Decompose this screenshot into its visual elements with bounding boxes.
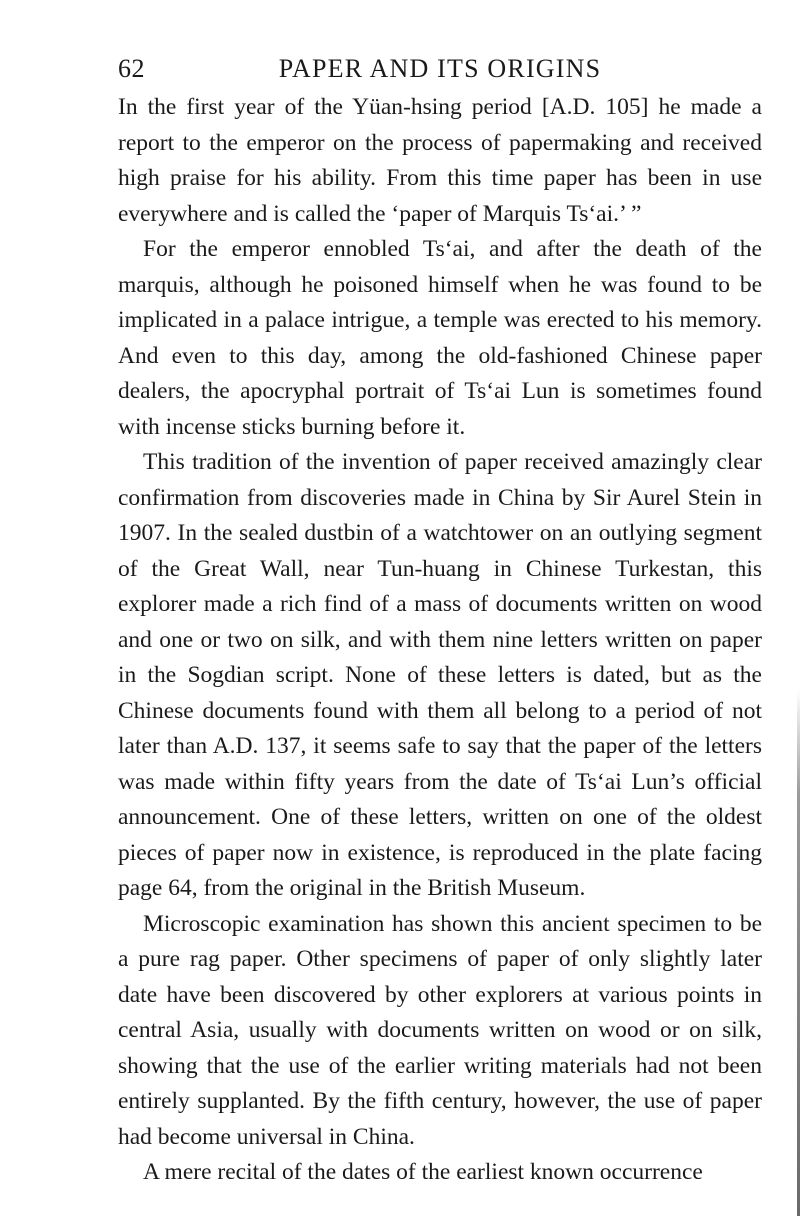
paragraph-1: In the first year of the Yüan-hsing period [A.D. 105] he made a report to the emperor on the process of papermaking and received high praise for his ability. From this time paper has been in use everywhere and is called the ‘paper of Marquis Tsʻai.’ ” bbox=[118, 94, 762, 227]
running-title: PAPER AND ITS ORIGINS bbox=[278, 54, 602, 83]
paragraph-2: For the emperor ennobled Tsʻai, and after the death of the marquis, although he poisoned himself when he was found to be implicated in a palace intrigue, a temple was erected to his memory. And even to this day, among the old-fashioned Chinese paper dealers, the apocryphal portrait of Tsʻai Lun is sometimes found with incense sticks burning before it. bbox=[118, 236, 762, 440]
page-header bbox=[118, 49, 762, 89]
paragraph-5: A mere recital of the dates of the earliest known occurrence bbox=[143, 1159, 703, 1185]
body-text bbox=[118, 90, 762, 1191]
paragraph-3: This tradition of the invention of paper received amazingly clear confirmation from discoveries made in China by Sir Aurel Stein in 1907. In the sealed dustbin of a watchtower on an outlying segment of the Great Wall, near Tun-huang in Chinese Turkestan, this explorer made a rich find of a mass of documents written on wood and one or two on silk, and with them nine letters written on paper in the Sogdian script. None of these letters is dated, but as the Chinese documents found with them all belong to a period of not later than A.D. 137, it seems safe to say that the paper of the letters was made within fifty years from the date of Tsʻai Lun’s official announcement. One of these letters, written on one of the oldest pieces of paper now in existence, is reproduced in the plate facing page 64, from the original in the British Museum. bbox=[118, 449, 762, 901]
page-number: 62 bbox=[118, 54, 145, 83]
paragraph-4: Microscopic examination has shown this ancient specimen to be a pure rag paper. Other specimens of paper of only slightly later date have been discovered by other explorers at various points in central Asia, usually with documents written on wood or on silk, showing that the use of the earlier writing materials had not been entirely supplanted. By the fifth century, however, the use of paper had become universal in China. bbox=[118, 910, 762, 1150]
